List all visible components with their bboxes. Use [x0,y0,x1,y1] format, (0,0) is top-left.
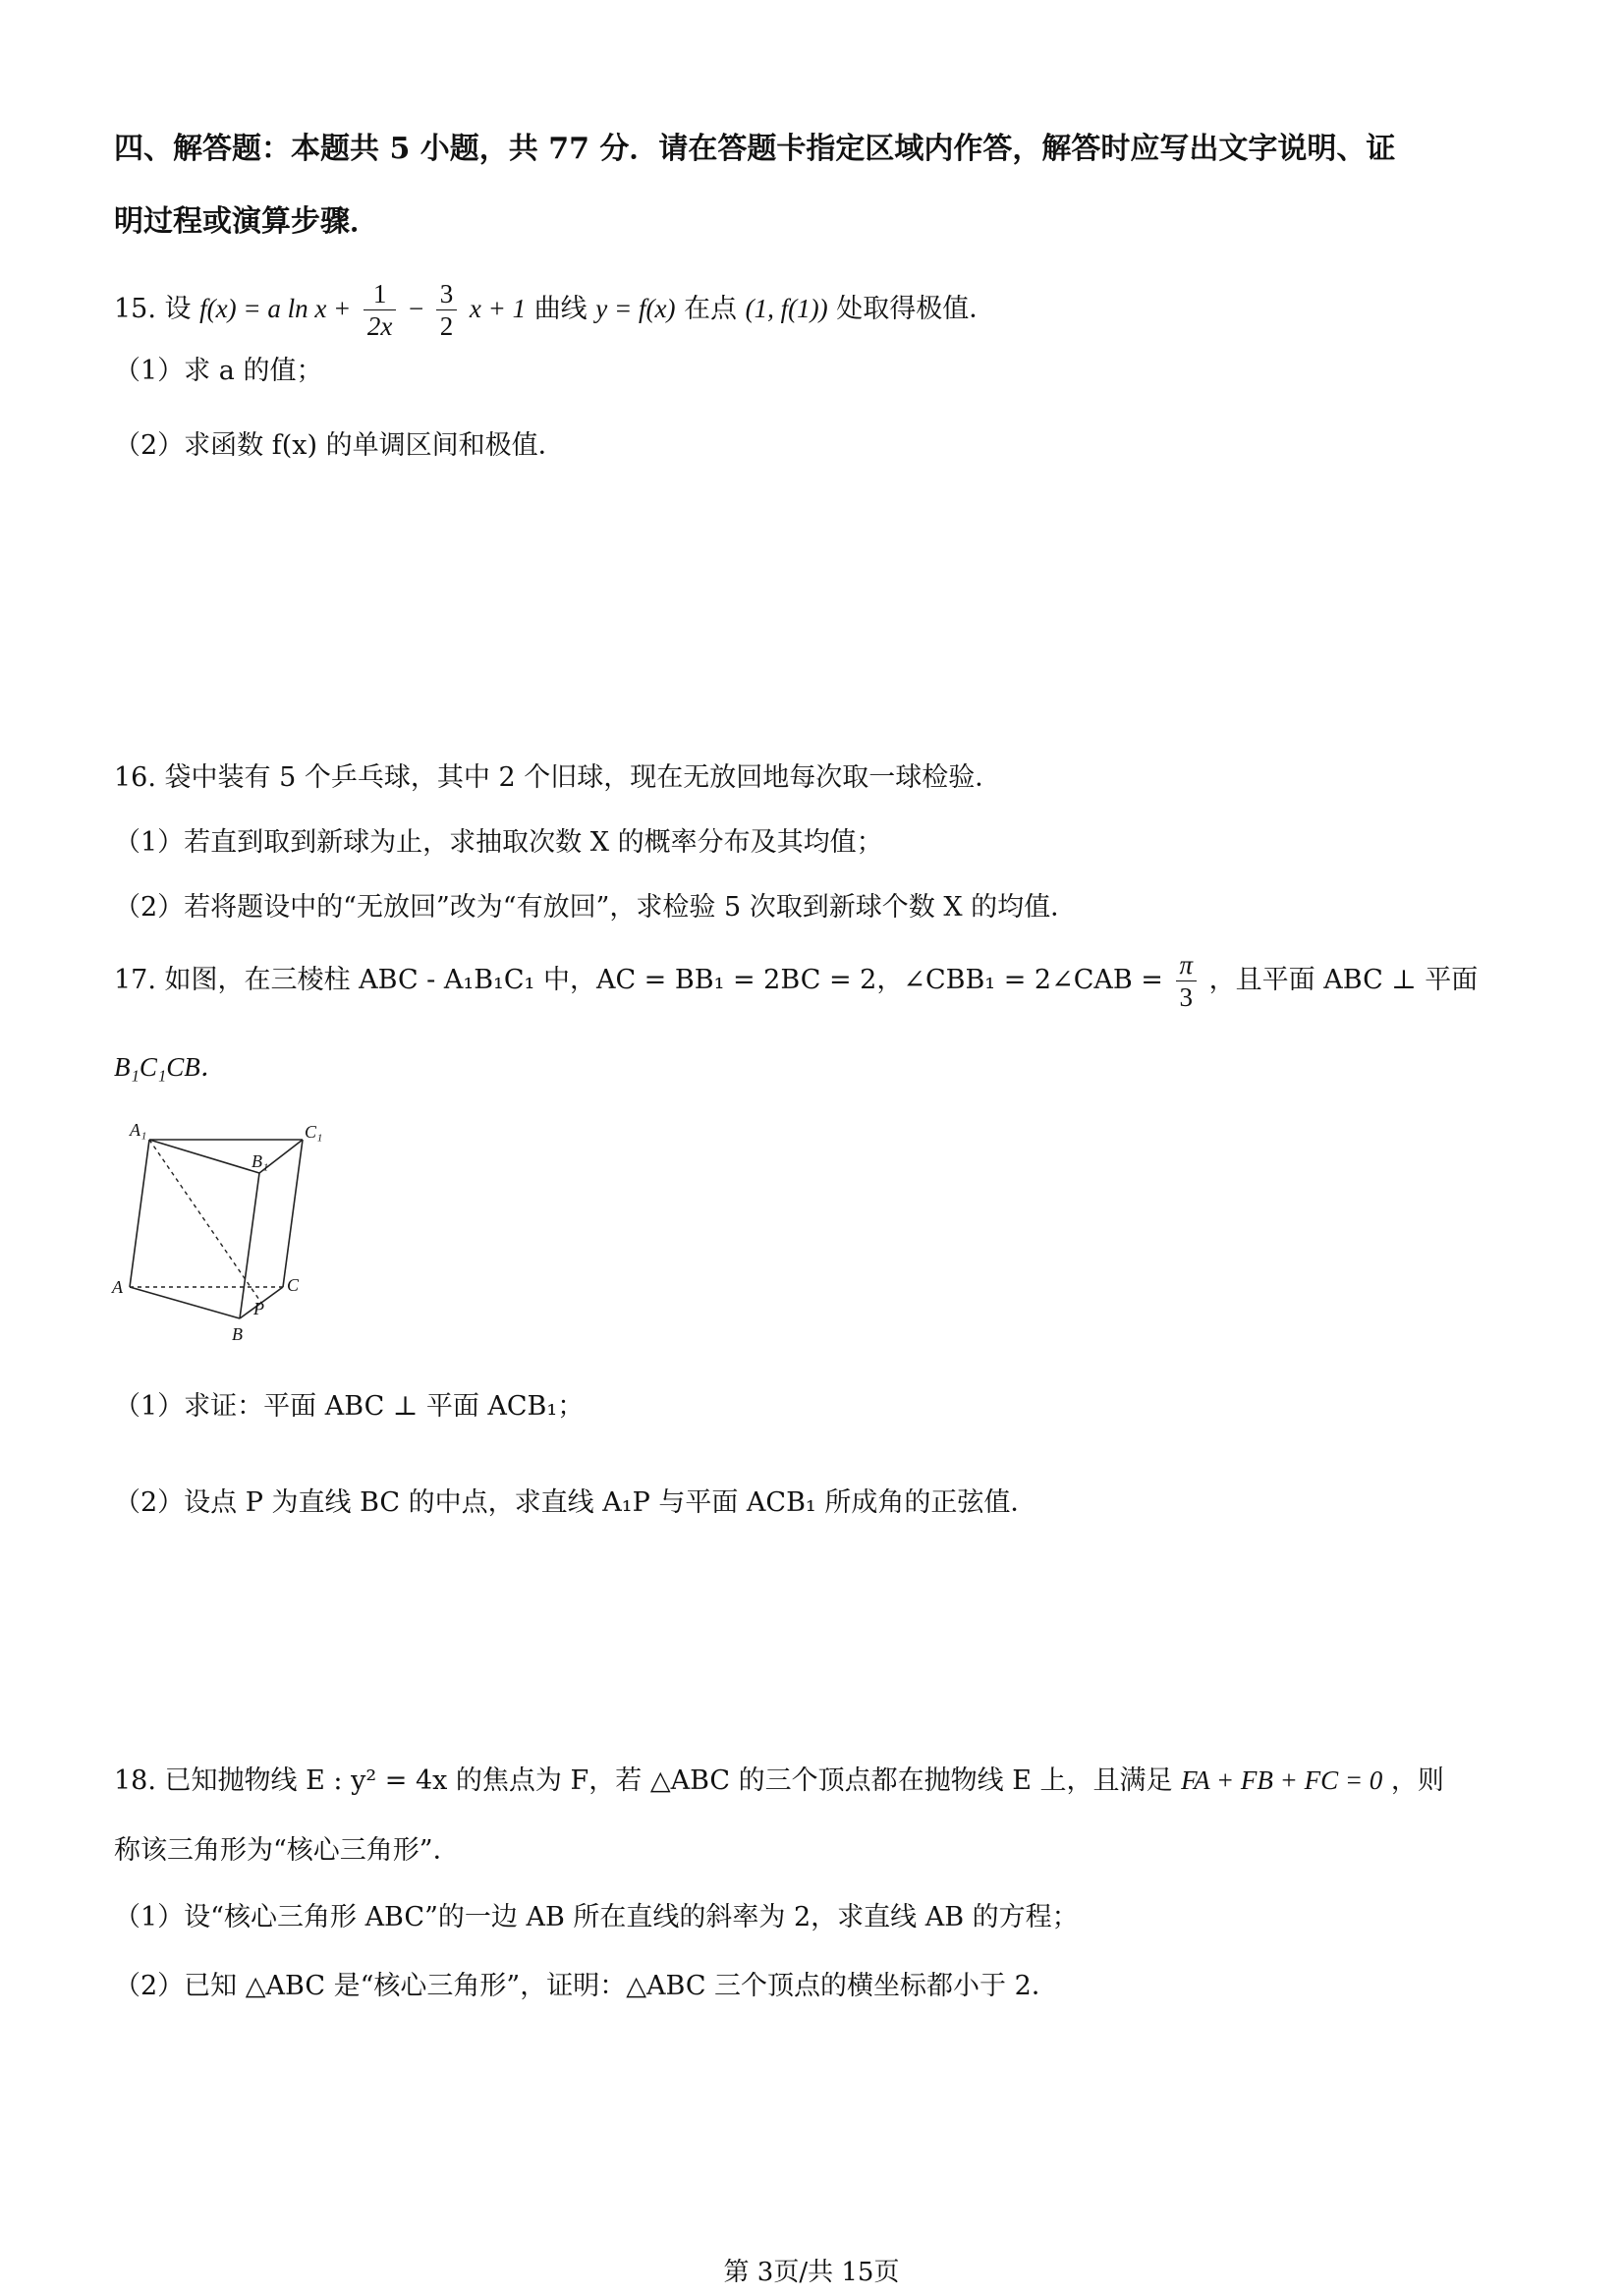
label-C: C [287,1275,300,1295]
label-P: P [253,1299,264,1318]
q15-minus: − [408,294,424,323]
q18-vector-equation: FA + FB + FC = 0 [1181,1765,1383,1795]
q15-prefix: 15. 设 [114,294,192,324]
edge-a1b1 [149,1140,259,1173]
q17-part2: （2）设点 P 为直线 BC 的中点，求直线 A₁P 与平面 ACB₁ 所成角的正弦值． [114,1487,1037,1518]
q17-stem-c: B₁C₁CB． [114,1052,227,1082]
prism-diagram [110,1122,336,1368]
section-heading-line1: 四、解答题：本题共 5 小题，共 77 分．请在答题卡指定区域内作答，解答时应写出文字说明、证 [114,132,1396,166]
q18-stem-a: 18. 已知抛物线 E : y² = 4x 的焦点为 F，若 △ABC 的三个顶点都在抛物线 E 上，且满足 [114,1765,1173,1796]
q15-part1: （1）求 a 的值； [114,356,323,386]
q15-text-curve: 曲线 [533,294,588,324]
q17-part1: （1）求证：平面 ABC ⊥ 平面 ACB₁； [114,1391,585,1422]
prism-figure [110,1122,336,1372]
q17-fraction-pi-3 [1176,949,1198,1013]
q15-tail: x + 1 [469,294,527,323]
q15-fraction-2 [436,278,458,342]
q18-part1: （1）设“核心三角形 ABC”的一边 AB 所在直线的斜率为 2，求直线 AB 的方程； [114,1902,1079,1932]
label-B: B [232,1324,243,1344]
label-A: A [112,1277,123,1297]
q17-frac-num: π [1176,949,1198,981]
q15-part2: （2）求函数 f(x) 的单调区间和极值． [114,430,565,461]
q17-frac-den: 3 [1179,982,1194,1012]
label-A1: A₁ [130,1122,147,1140]
q15-text-point: 在点 [684,294,738,324]
q16-stem: 16. 袋中装有 5 个乒乓球，其中 2 个旧球，现在无放回地每次取一球检验． [114,762,1002,793]
q18-stem [114,1763,1444,1799]
edge-ab [130,1287,240,1318]
q15-frac1-den: 2x [366,311,393,341]
q18-part2: （2）已知 △ABC 是“核心三角形”，证明：△ABC 三个顶点的横坐标都小于 2． [114,1971,1058,2001]
q17-stem [114,945,1478,1016]
label-B1: B₁ [252,1151,269,1171]
q15-fraction-1 [364,278,396,342]
q16-part2: （2）若将题设中的“无放回”改为“有放回”，求检验 5 次取到新球个数 X 的均值． [114,892,1078,923]
segment-a1p-hidden [149,1140,261,1303]
q15-curve: y = f(x) [595,294,676,323]
q18-stem-a-end: ，则 [1390,1765,1444,1796]
q15-frac1-num: 1 [364,278,396,310]
edge-a1a [130,1140,149,1287]
q18-stem-b: 称该三角形为“核心三角形”． [114,1835,460,1866]
page-footer: 第 3页/共 15页 [723,2258,900,2287]
q15-text-end: 处取得极值． [836,294,996,324]
label-C1: C₁ [305,1122,323,1142]
q17-stem-a: 17. 如图，在三棱柱 ABC - A₁B₁C₁ 中，AC = BB₁ = 2BC = 2，∠CBB₁ = 2∠CAB = [114,965,1163,995]
edge-c1c [283,1140,303,1287]
q15-function: f(x) = a ln x + [199,294,352,323]
q17-stem-b: ，且平面 ABC ⊥ 平面 [1208,965,1479,995]
q15-frac2-den: 2 [439,311,454,341]
section-heading-line2: 明过程或演算步骤． [114,204,379,239]
q15-point: (1, f(1)) [745,294,828,323]
q16-part1: （1）若直到取到新球为止，求抽取次数 X 的概率分布及其均值； [114,827,883,858]
q15-stem [114,273,995,344]
q15-frac2-num: 3 [436,278,458,310]
